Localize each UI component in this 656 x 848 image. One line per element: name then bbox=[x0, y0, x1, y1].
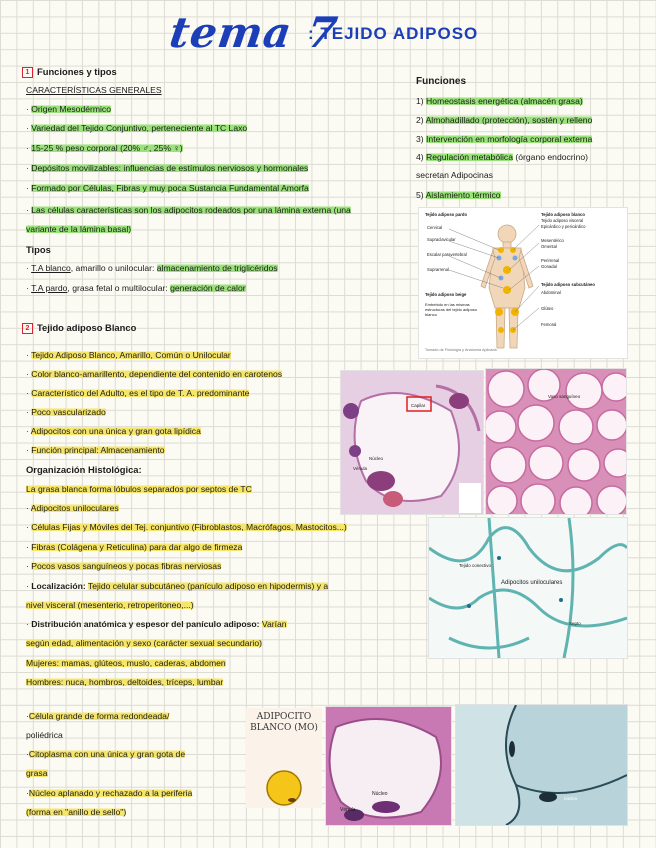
general-heading: CARACTERÍSTICAS GENERALES bbox=[26, 85, 162, 95]
label-vaso: Vaso sanguíneo bbox=[548, 394, 581, 399]
distribucion: · Distribución anatómica y espesor del panículo adiposo: Varían bbox=[26, 619, 287, 629]
list-item: · Función principal: Almacenamiento bbox=[26, 445, 165, 455]
funciones-heading: Funciones bbox=[416, 76, 467, 87]
diagram-label: Epicárdico y pericárdico bbox=[541, 224, 586, 229]
list-item: · Depósitos movilizables: influencias de estímulos nerviosos y hormonales bbox=[26, 163, 309, 173]
list-item: · Las células características son los adipocitos rodeados por una lámina externa (una bbox=[26, 205, 351, 215]
diagram-label: Tejido adiposo blanco bbox=[541, 212, 585, 217]
diagram-label: Supraclavicular bbox=[427, 237, 456, 242]
diagram-label: Abdominal bbox=[541, 290, 561, 295]
list-item: · 15-25 % peso corporal (20% ♂, 25% ♀) bbox=[26, 143, 183, 153]
distribucion-cont: según edad, alimentación y sexo (carácter sexual secundario) bbox=[26, 638, 262, 648]
tipo-blanco: · T.A blanco, amarillo o unilocular: almacenamiento de triglicéridos bbox=[26, 263, 278, 273]
localizacion-cont: nivel visceral (mesenterio, retroperitoneo,...) bbox=[26, 600, 194, 610]
diagram-caption: Tomado de Fisiología y Anatomía Aplicada bbox=[425, 348, 497, 352]
localizacion: · Localización: Tejido celular subcutáneo (panículo adiposo en hipodermis) y a bbox=[26, 581, 329, 591]
list-item: · Pocos vasos sanguíneos y pocas fibras nerviosas bbox=[26, 561, 222, 571]
label-septo: Septo bbox=[569, 621, 581, 626]
list-item: · Fibras (Colágena y Reticulina) para dar algo de firmeza bbox=[26, 542, 243, 552]
micrograph-nucleo bbox=[325, 706, 452, 826]
label-capilar: Capilar bbox=[411, 403, 426, 408]
diagram-label: Tejido adiposo subcutáneo bbox=[541, 282, 595, 287]
funcion-item: 4) Regulación metabólica (órgano endocrino) bbox=[416, 152, 589, 162]
label-venula: Vénula bbox=[353, 466, 368, 471]
funcion-item-cont: secretan Adipocinas bbox=[416, 170, 493, 180]
list-item: · Células Fijas y Móviles del Tej. conjuntivo (Fibroblastos, Macrófagos, Mastocitos...) bbox=[26, 522, 347, 532]
diagram-label: Mesentérico bbox=[541, 238, 564, 243]
funcion-item: 3) Intervención en morfología corporal externa bbox=[416, 134, 593, 144]
micrograph-septos bbox=[428, 517, 628, 659]
list-item-cont: variante de la lámina basal) bbox=[26, 224, 132, 234]
diagram-label: Tejido adiposo visceral bbox=[541, 218, 584, 223]
micrograph-capilar bbox=[340, 370, 484, 515]
list-item: · Color blanco-amarillento, dependiente del contenido en carotenos bbox=[26, 369, 283, 379]
label-adipocitos: Adipocitos uniloculares bbox=[501, 580, 563, 586]
funcion-item: 5) Aislamiento térmico bbox=[416, 190, 501, 200]
hombres: Hombres: nuca, hombros, deltoides, tríceps, lumbar bbox=[26, 677, 224, 687]
list-item: · Adipocitos con una única y gran gota lipídica bbox=[26, 426, 201, 436]
diagram-label: Tejido adiposo pardo bbox=[425, 212, 468, 217]
cell-desc: ·Célula grande de forma redondeada/ bbox=[26, 711, 170, 721]
diagram-label: Suprarrenal bbox=[427, 267, 449, 272]
diagram-label: Femoral bbox=[541, 322, 557, 327]
cell-desc: (forma en "anillo de sello") bbox=[26, 807, 127, 817]
micrograph-anillo bbox=[455, 704, 628, 826]
list-item: · Característico del Adulto, es el tipo de T. A. predominante bbox=[26, 388, 250, 398]
page-subtitle: : TEJIDO ADIPOSO bbox=[308, 24, 479, 43]
label-tejido-conectivo: Tejido conectivo bbox=[459, 563, 492, 568]
label-nucleo-2: Núcleo bbox=[372, 791, 388, 797]
org-heading: Organización Histológica: bbox=[26, 464, 142, 475]
cell-desc: ·Núcleo aplanado y rechazado a la periferia bbox=[26, 788, 193, 798]
funcion-item: 1) Homeostasis energética (almacén grasa) bbox=[416, 96, 583, 106]
list-item: · Formado por Células, Fibras y muy poca Sustancia Fundamental Amorfa bbox=[26, 183, 309, 193]
cell-desc: ·Citoplasma con una única y gran gota de bbox=[26, 749, 186, 759]
tipo-pardo: · T.A pardo, grasa fetal o multilocular: generación de calor bbox=[26, 283, 246, 293]
section2-number: 2 bbox=[22, 323, 33, 334]
micrograph-vaso bbox=[485, 368, 627, 515]
label-nucleus-en: núcleo bbox=[564, 796, 578, 801]
diagram-label: Embebido en las mismas estructuras del tejido adiposo blanco bbox=[425, 302, 478, 317]
adipocito-drawing bbox=[246, 708, 322, 808]
body-diagram bbox=[418, 207, 628, 359]
diagram-label: Omental bbox=[541, 244, 557, 249]
diagram-label: Perirrenal bbox=[541, 258, 560, 263]
list-item: · Variedad del Tejido Conjuntivo, perteneciente al TC Laxo bbox=[26, 123, 248, 133]
diagram-label: Tejido adiposo beige bbox=[425, 292, 467, 297]
adipocito-title: ADIPOCITO BLANCO (MO) bbox=[250, 712, 318, 733]
page-title: tema 7 bbox=[166, 8, 342, 57]
label-venula-2: Vénula bbox=[340, 807, 356, 813]
list-item: · Poco vascularizado bbox=[26, 407, 106, 417]
section1-heading: 1 Funciones y tipos bbox=[22, 66, 117, 78]
list-item: · Tejido Adiposo Blanco, Amarillo, Común o Unilocular bbox=[26, 350, 231, 360]
diagram-label: Cervical bbox=[427, 225, 443, 230]
diagram-label: Escalar paravertebral bbox=[427, 252, 467, 257]
org-intro: La grasa blanca forma lóbulos separados por septos de TC bbox=[26, 484, 252, 494]
section1-number: 1 bbox=[22, 67, 33, 78]
diagram-label: Glúteo bbox=[541, 306, 554, 311]
list-item: · Origen Mesodérmico bbox=[26, 104, 112, 114]
diagram-label: Gonadal bbox=[541, 264, 557, 269]
label-nucleo: Núcleo bbox=[369, 456, 384, 461]
mujeres: Mujeres: mamas, glúteos, muslo, caderas, abdomen bbox=[26, 658, 226, 668]
funcion-item: 2) Almohadillado (protección), sostén y relleno bbox=[416, 115, 593, 125]
cell-desc: grasa bbox=[26, 768, 48, 778]
section2-heading: 2 Tejido adiposo Blanco bbox=[22, 322, 136, 334]
cell-desc: poliédrica bbox=[26, 730, 63, 740]
list-item: · Adipocitos uniloculares bbox=[26, 503, 119, 513]
tipos-heading: Tipos bbox=[26, 244, 51, 255]
